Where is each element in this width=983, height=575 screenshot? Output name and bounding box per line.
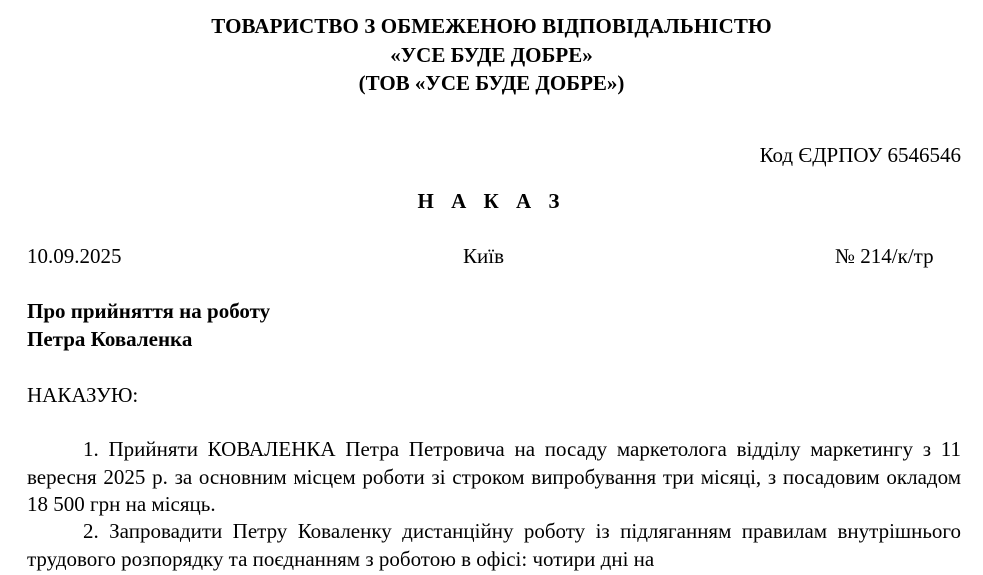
order-subject-line2: Петра Коваленка — [27, 327, 193, 351]
edrpou-code: Код ЄДРПОУ 6546546 — [759, 143, 961, 167]
document-title: Н А К А З — [417, 189, 566, 213]
organization-abbreviation: (ТОВ «УСЕ БУДЕ ДОБРЕ») — [358, 71, 625, 95]
order-date: 10.09.2025 — [27, 244, 122, 268]
order-number: № 214/к/тр — [835, 244, 934, 268]
order-item-1-text: 1. Прийняти КОВАЛЕНКА Петра Петровича на посаду маркетолога відділу маркетингу з 11 вересня 2025 р. за основним місцем роботи зі строком випробування три місяці, з посадовим окладом 18 500 грн на місяць. — [27, 437, 961, 516]
order-item-2-text: 2. Запровадити Петру Коваленку дистанційну роботу із підляганням правилам внутрішнього трудового розпорядку та поєднанням з роботою в офісі: чотири дні на — [27, 519, 961, 571]
order-item-2 — [27, 518, 961, 573]
order-item-1 — [27, 436, 961, 519]
organization-short-name: «УСЕ БУДЕ ДОБРЕ» — [390, 43, 593, 67]
order-subject-line1: Про прийняття на роботу — [27, 299, 271, 323]
order-directive-heading: НАКАЗУЮ: — [27, 383, 139, 407]
organization-name: ТОВАРИСТВО З ОБМЕЖЕНОЮ ВІДПОВІДАЛЬНІСТЮ — [211, 14, 772, 38]
order-city: Київ — [463, 244, 504, 268]
